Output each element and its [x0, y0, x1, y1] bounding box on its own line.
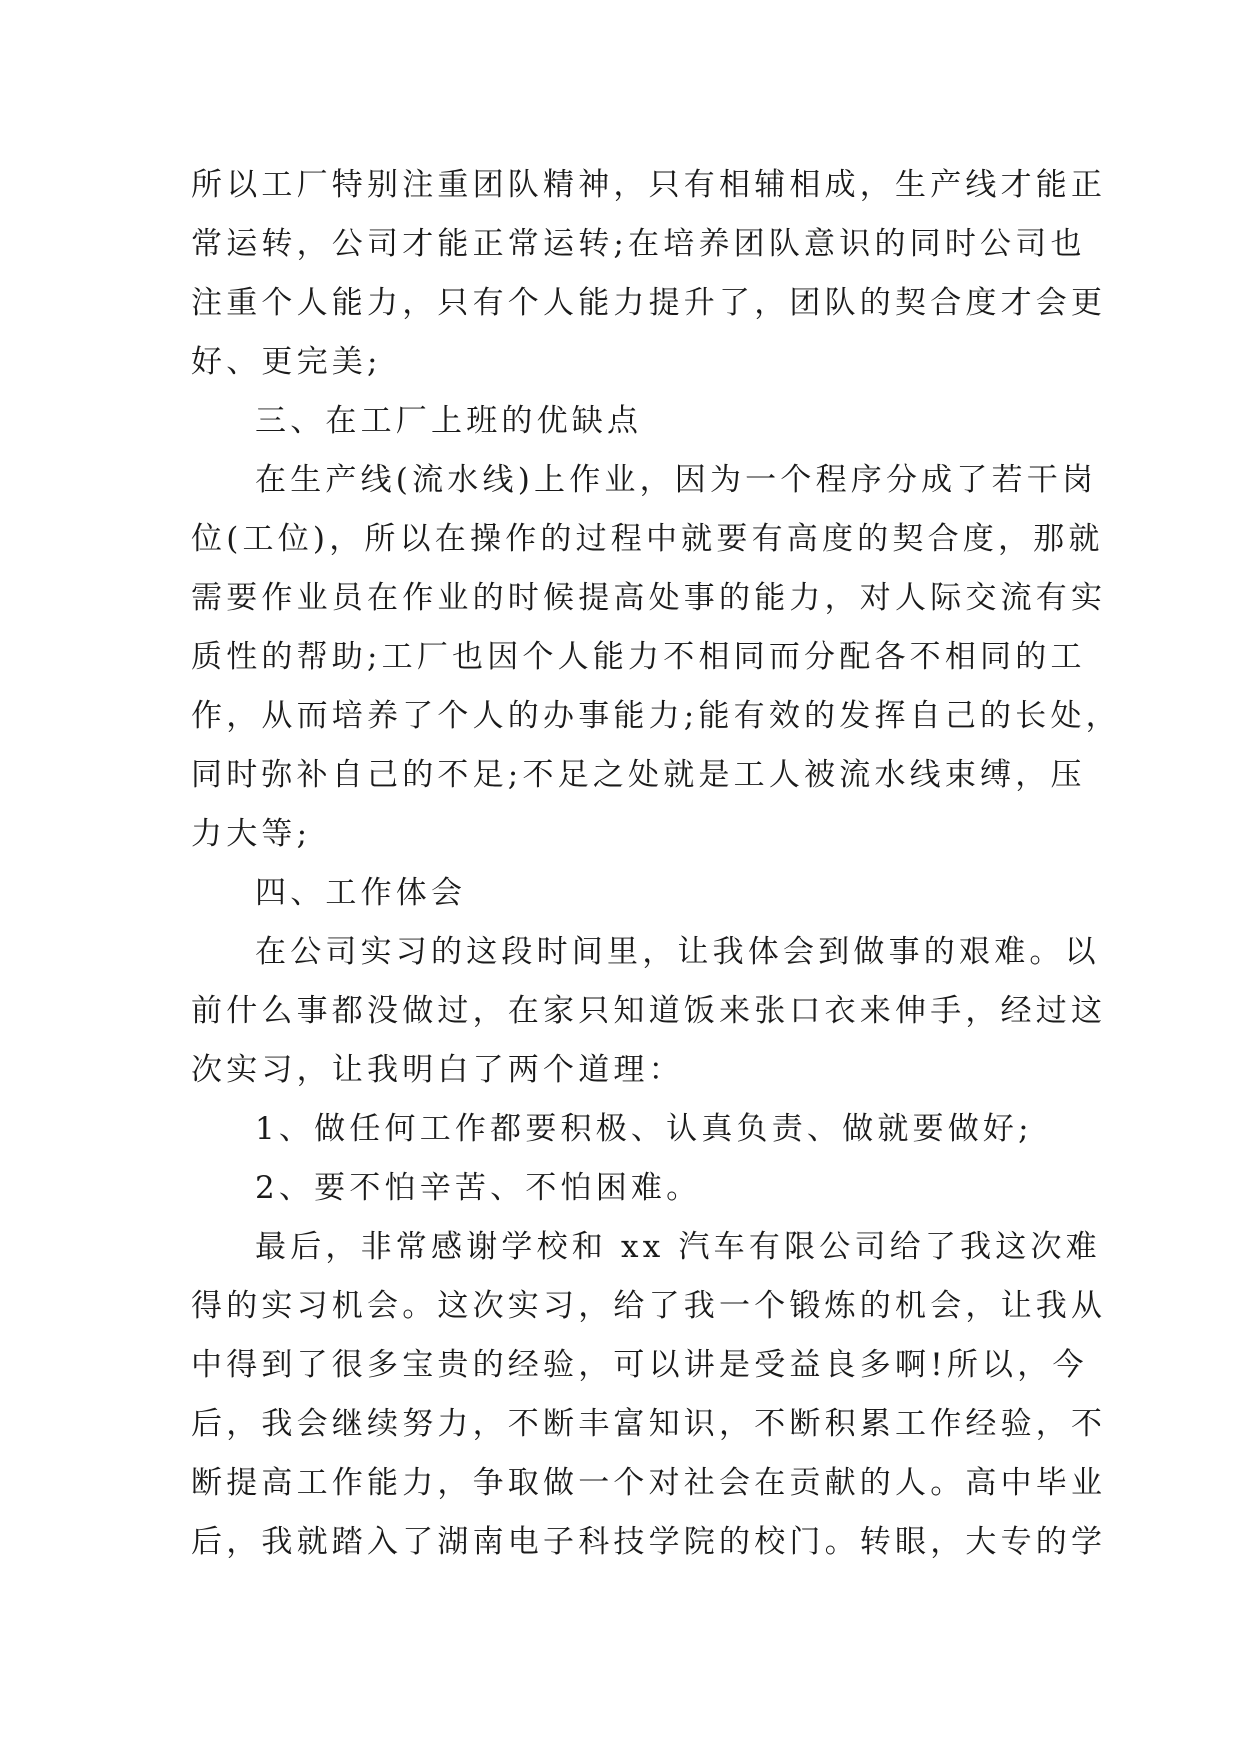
text-line: 好、更完美; [191, 344, 382, 380]
text-line: 同时弥补自己的不足;不足之处就是工人被流水线束缚，压 [191, 757, 1086, 793]
text-line: 在公司实习的这段时间里，让我体会到做事的艰难。以 [255, 934, 1100, 970]
text-line: 所以工厂特别注重团队精神，只有相辅相成，生产线才能正 [191, 167, 1107, 203]
text-line: 中得到了很多宝贵的经验，可以讲是受益良多啊!所以，今 [191, 1347, 1088, 1383]
text-line: 常运转，公司才能正常运转;在培养团队意识的同时公司也 [191, 226, 1086, 262]
text-line: 1、做任何工作都要积极、认真负责、做就要做好; [255, 1111, 1033, 1147]
text-line: 质性的帮助;工厂也因个人能力不相同而分配各不相同的工 [191, 639, 1086, 675]
text-line: 前什么事都没做过，在家只知道饭来张口衣来伸手，经过这 [191, 993, 1107, 1029]
text-line: 后，我会继续努力，不断丰富知识，不断积累工作经验，不 [191, 1406, 1107, 1442]
text-line: 需要作业员在作业的时候提高处事的能力，对人际交流有实 [191, 580, 1107, 616]
text-line: 断提高工作能力，争取做一个对社会在贡献的人。高中毕业 [191, 1465, 1107, 1501]
text-line: 最后，非常感谢学校和 xx 汽车有限公司给了我这次难 [255, 1229, 1101, 1265]
text-line: 在生产线(流水线)上作业，因为一个程序分成了若干岗 [255, 462, 1098, 498]
text-line: 四、工作体会 [255, 875, 467, 911]
text-line: 作，从而培养了个人的办事能力;能有效的发挥自己的长处， [191, 698, 1121, 734]
text-line: 三、在工厂上班的优缺点 [255, 403, 643, 439]
text-line: 次实习，让我明白了两个道理： [191, 1052, 684, 1088]
text-line: 注重个人能力，只有个人能力提升了，团队的契合度才会更 [191, 285, 1107, 321]
text-line: 位(工位)，所以在操作的过程中就要有高度的契合度，那就 [191, 521, 1104, 557]
text-line: 得的实习机会。这次实习，给了我一个锻炼的机会，让我从 [191, 1288, 1107, 1324]
document-body [191, 156, 1121, 1572]
text-line: 后，我就踏入了湖南电子科技学院的校门。转眼，大专的学 [191, 1524, 1107, 1560]
text-line: 力大等; [191, 816, 312, 852]
text-line: 2、要不怕辛苦、不怕困难。 [255, 1170, 702, 1206]
